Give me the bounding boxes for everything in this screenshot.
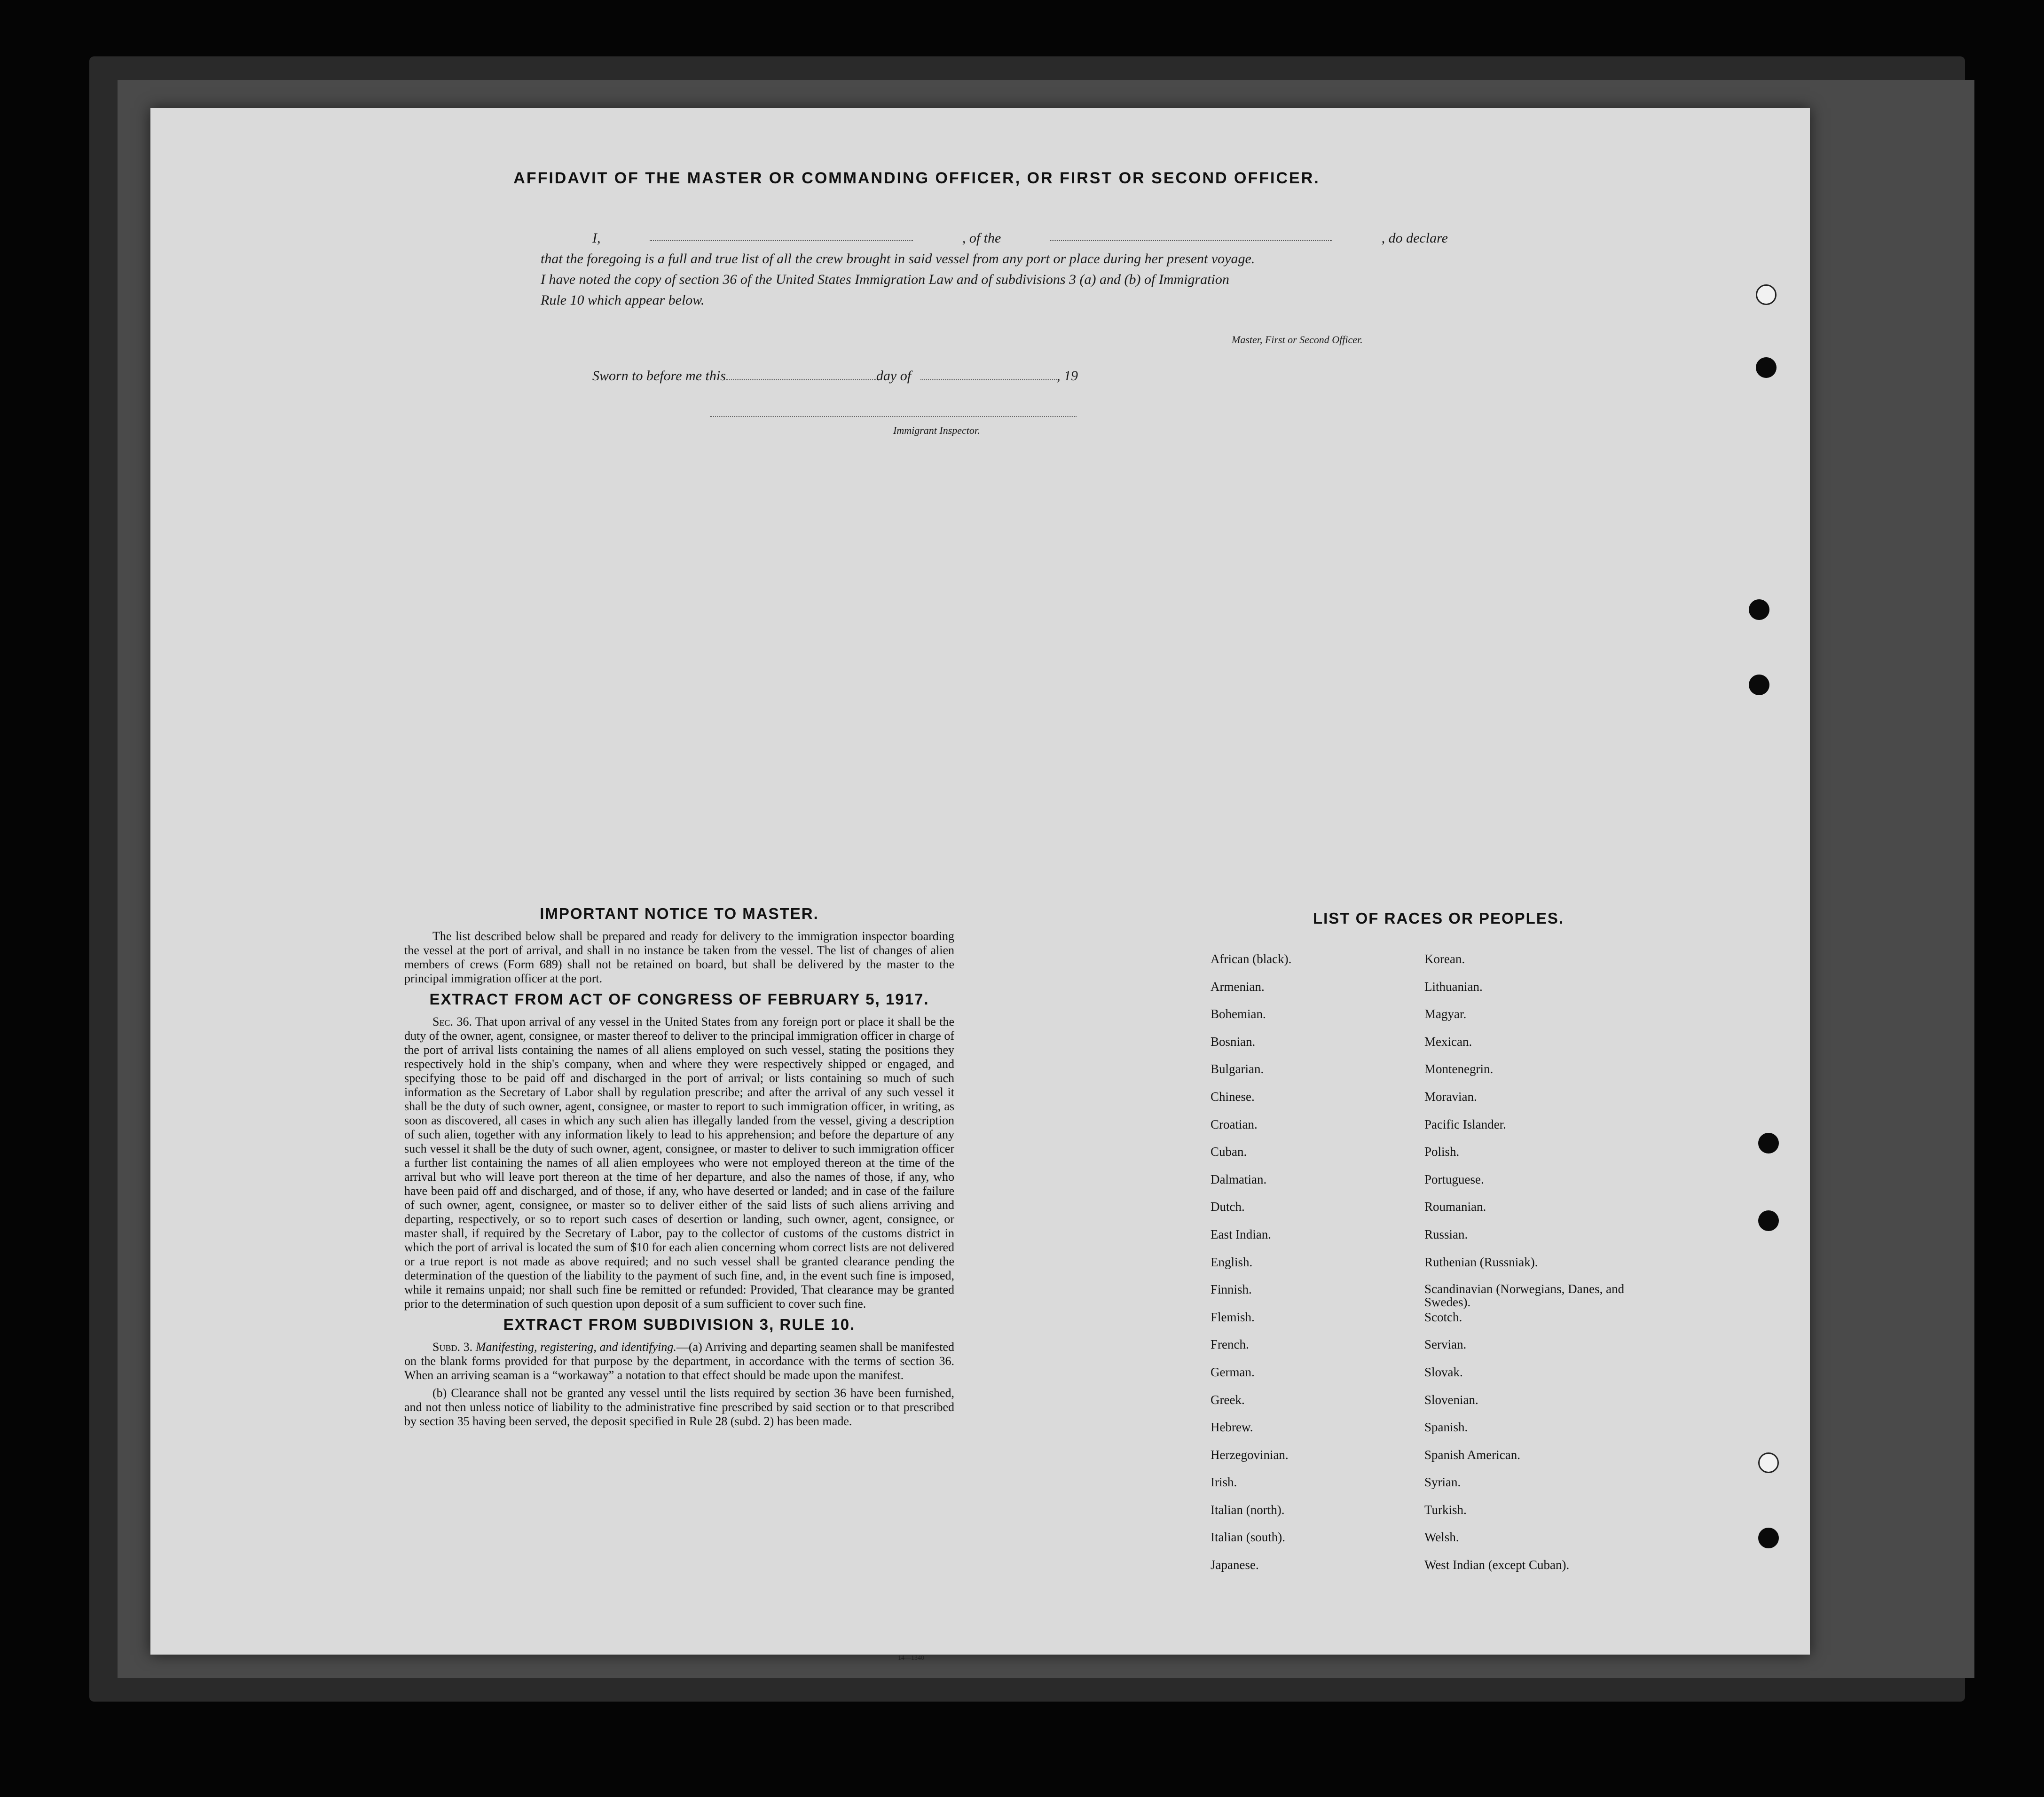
race-item: Scandinavian (Norwegians, Danes, and Swedes). bbox=[1424, 1282, 1625, 1310]
race-item: Korean. bbox=[1424, 952, 1465, 966]
races-list bbox=[1211, 952, 1634, 1585]
race-item: Scotch. bbox=[1424, 1310, 1462, 1324]
race-item: Italian (north). bbox=[1211, 1502, 1285, 1517]
race-item: Polish. bbox=[1424, 1145, 1460, 1159]
day-blank[interactable] bbox=[726, 379, 876, 380]
race-item: East Indian. bbox=[1211, 1227, 1271, 1241]
name-blank[interactable] bbox=[650, 228, 913, 241]
race-item: Japanese. bbox=[1211, 1558, 1259, 1572]
race-item: Montenegrin. bbox=[1424, 1062, 1494, 1076]
declaration-of-the: , of the bbox=[962, 230, 1001, 246]
race-item: Cuban. bbox=[1211, 1145, 1247, 1159]
day-of-label: day of bbox=[876, 368, 912, 384]
race-item: Slovenian. bbox=[1424, 1392, 1478, 1407]
punch-hole bbox=[1758, 1528, 1779, 1548]
race-item: Lithuanian. bbox=[1424, 979, 1483, 994]
vessel-blank[interactable] bbox=[1050, 228, 1332, 241]
inspector-caption: Immigrant Inspector. bbox=[893, 424, 980, 436]
race-item: Servian. bbox=[1424, 1337, 1467, 1352]
punch-hole bbox=[1749, 675, 1769, 695]
race-item: Moravian. bbox=[1424, 1089, 1477, 1104]
race-item: Dutch. bbox=[1211, 1200, 1245, 1214]
sworn-to-label: Sworn to before me this bbox=[592, 368, 726, 384]
declaration-line-4: Rule 10 which appear below. bbox=[541, 292, 705, 308]
race-item: Chinese. bbox=[1211, 1089, 1255, 1104]
race-item: Pacific Islander. bbox=[1424, 1117, 1506, 1131]
declaration bbox=[541, 228, 1448, 311]
race-item: Greek. bbox=[1211, 1392, 1245, 1407]
race-item: Spanish American. bbox=[1424, 1447, 1520, 1462]
race-item: Irish. bbox=[1211, 1475, 1237, 1490]
race-item: Armenian. bbox=[1211, 979, 1265, 994]
sworn-line bbox=[592, 368, 1078, 384]
section-label: Sec. 36. bbox=[432, 1015, 472, 1028]
declaration-do-declare: , do declare bbox=[1381, 230, 1448, 246]
race-item: Dalmatian. bbox=[1211, 1172, 1267, 1186]
race-item: Italian (south). bbox=[1211, 1530, 1285, 1545]
inspector-signature-line[interactable] bbox=[710, 416, 1077, 417]
race-item: Croatian. bbox=[1211, 1117, 1258, 1131]
punch-hole bbox=[1758, 1210, 1779, 1231]
notice-title: IMPORTANT NOTICE TO MASTER. bbox=[540, 905, 819, 922]
race-item: Slovak. bbox=[1424, 1365, 1463, 1379]
race-item: English. bbox=[1211, 1255, 1253, 1269]
extract-act-text: That upon arrival of any vessel in the United States from any foreign port or place it shall be the duty of the owner, agent, consignee, or master thereof to deliver to the principal immigration officer in charge of the port of arrival lists containing the names of all aliens employed on such vessel, stating the positions they respectively hold in the ship's company, when and where they were respectively shipped or engaged, and specifying those to be paid off and discharged in the port of arrival; or lists containing so much of such information as the Secretary of Labor shall by regulation prescribe; and after the arrival of any such vessel it shall be the duty of such owner, agent, consignee, or master to report to such immigration officer, in writing, as soon as discovered, all cases in which any such alien has illegally landed from the vessel, giving a description of such alien, together with any information likely to lead to his apprehension; and before the departure of any such vessel it shall be the duty of such owner, agent, consignee, or master to deliver to such immigration officer a further list containing the names of all alien employees who were not employed thereon at the time of the arrival but who will leave port thereon at the time of her departure, and also the names of those, if any, who have been paid off and discharged, and of those, if any, who have deserted or landed; and in case of the failure of such owner, agent, consignee, or master so to deliver either of the said lists of such aliens arriving and departing, respectively, or so to report such cases of desertion or landing, such owner, agent, consignee, or master shall, if required by the Secretary of Labor, pay to the collector of customs of the customs district in which the port of arrival is located the sum of $10 for each alien concerning whom correct lists are not delivered or a true report is not made as above required; and no such vessel shall be granted clearance pending the determination of the question of the liability to the payment of such fine, and, in the event such fine is imposed, while it remains unpaid; nor shall such fine be remitted or refunded: Provided, That clearance may be granted prior to the determination of such question upon deposit of a sum sufficient to cover such fine. bbox=[404, 1015, 954, 1310]
extract-rule-text-a: —(a) Arriving and departing seamen shall be manifested on the blank forms provided for that purpose by the department, in accordance with the terms of section 36. When an arriving seaman is a “workaway” a notation to that effect should be made upon the manifest. bbox=[404, 1340, 954, 1382]
affidavit-title: AFFIDAVIT OF THE MASTER OR COMMANDING OFFICER, OR FIRST OR SECOND OFFICER. bbox=[513, 169, 1320, 187]
race-item: Mexican. bbox=[1424, 1034, 1472, 1049]
punch-hole bbox=[1756, 284, 1777, 305]
notice-column bbox=[404, 905, 954, 1432]
race-item: French. bbox=[1211, 1337, 1249, 1352]
race-item: West Indian (except Cuban). bbox=[1424, 1558, 1570, 1572]
extract-rule-title: EXTRACT FROM SUBDIVISION 3, RULE 10. bbox=[503, 1316, 856, 1333]
subdivision-heading: Manifesting, registering, and identifying. bbox=[475, 1340, 676, 1354]
subdivision-label: Subd. 3. bbox=[432, 1340, 473, 1354]
race-item: Ruthenian (Russniak). bbox=[1424, 1255, 1538, 1269]
race-item: Bohemian. bbox=[1211, 1007, 1266, 1021]
declaration-line-1 bbox=[541, 228, 1448, 249]
form-number: 14—1340 bbox=[898, 1655, 924, 1662]
declaration-line-2: that the foregoing is a full and true list of all the crew brought in said vessel from any port or place during her present voyage. bbox=[541, 251, 1255, 267]
extract-act-title: EXTRACT FROM ACT OF CONGRESS OF FEBRUARY 5, 1917. bbox=[429, 990, 929, 1008]
declaration-line-3: I have noted the copy of section 36 of the United States Immigration Law and of subdivisions 3 (a) and (b) of Immigration bbox=[541, 272, 1229, 287]
race-item: Russian. bbox=[1424, 1227, 1468, 1241]
races-title: LIST OF RACES OR PEOPLES. bbox=[1313, 910, 1564, 927]
race-item: German. bbox=[1211, 1365, 1255, 1379]
month-blank[interactable] bbox=[920, 379, 1057, 380]
race-item: Roumanian. bbox=[1424, 1200, 1486, 1214]
declaration-i: I, bbox=[592, 230, 601, 246]
master-signature-caption: Master, First or Second Officer. bbox=[1232, 334, 1363, 345]
race-item: Flemish. bbox=[1211, 1310, 1255, 1324]
race-item: Bosnian. bbox=[1211, 1034, 1256, 1049]
extract-rule-text-b: (b) Clearance shall not be granted any vessel until the lists required by section 36 have been furnished, and not then unless notice of liability to the administrative fine prescribed by said section or to that prescribed by section 35 having been served, the deposit specified in Rule 28 (subd. 2) has been made. bbox=[404, 1386, 954, 1428]
year-label: , 19 bbox=[1057, 368, 1078, 384]
race-item: Portuguese. bbox=[1424, 1172, 1484, 1186]
race-item: Finnish. bbox=[1211, 1282, 1252, 1297]
race-item: Spanish. bbox=[1424, 1420, 1468, 1435]
race-item: Herzegovinian. bbox=[1211, 1447, 1289, 1462]
extract-act-paragraph bbox=[404, 1015, 954, 1311]
race-item: Turkish. bbox=[1424, 1502, 1467, 1517]
punch-hole bbox=[1756, 357, 1777, 378]
punch-hole bbox=[1749, 599, 1769, 620]
race-item: Magyar. bbox=[1424, 1007, 1467, 1021]
punch-hole bbox=[1758, 1133, 1779, 1154]
punch-hole bbox=[1758, 1452, 1779, 1473]
notice-text: The list described below shall be prepared and ready for delivery to the immigration inspector boarding the vessel at the port of arrival, and shall in no instance be taken from the vessel. The list of changes of alien members of crews (Form 689) shall not be retained on board, but shall be delivered by the master to the principal immigration officer at the port. bbox=[404, 929, 954, 985]
race-item: Hebrew. bbox=[1211, 1420, 1253, 1435]
race-item: African (black). bbox=[1211, 952, 1292, 966]
race-item: Syrian. bbox=[1424, 1475, 1461, 1490]
race-item: Welsh. bbox=[1424, 1530, 1459, 1545]
extract-rule-paragraph-a bbox=[404, 1340, 954, 1382]
race-item: Bulgarian. bbox=[1211, 1062, 1264, 1076]
